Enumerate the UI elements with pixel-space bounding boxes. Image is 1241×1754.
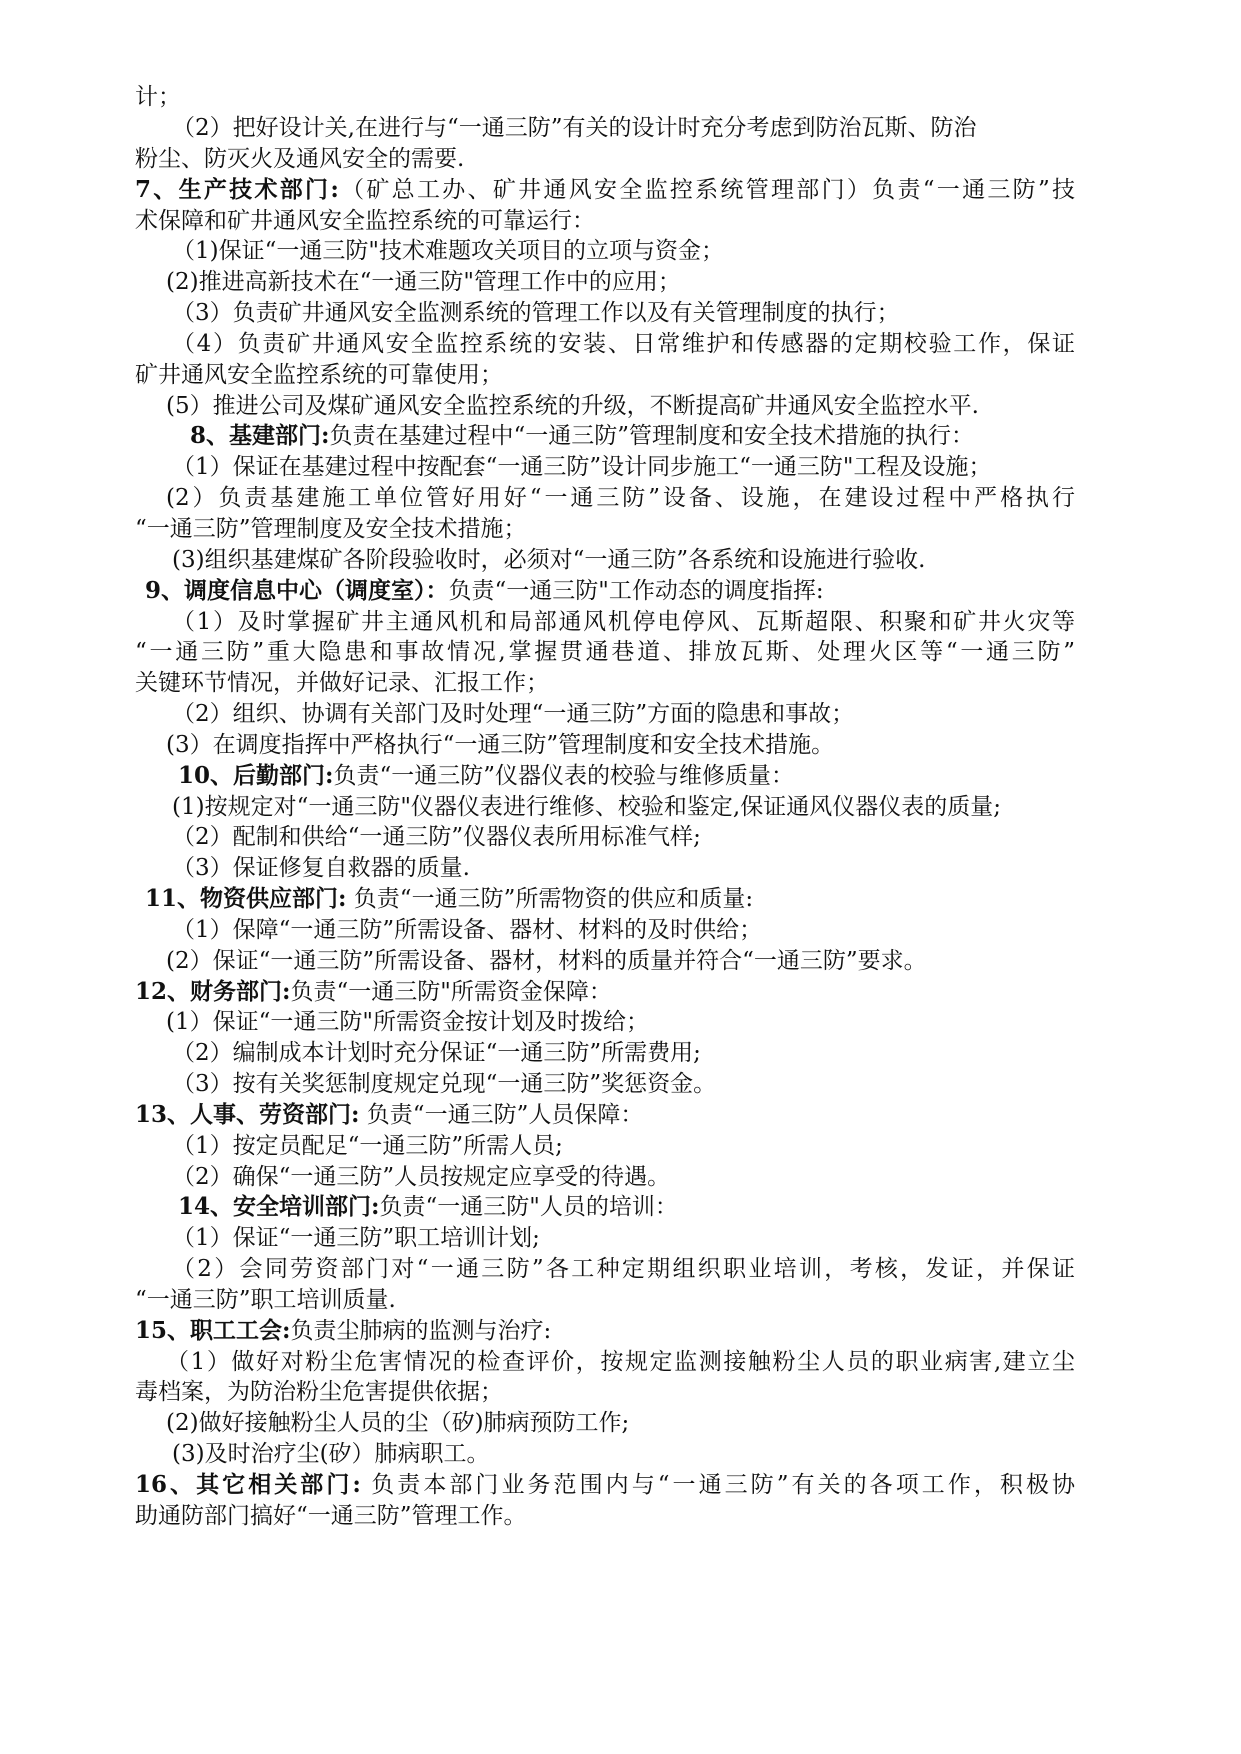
text-line: （1）做好对粉尘危害情况的检查评价，按规定监测接触粉尘人员的职业病害,建立尘 <box>166 1349 1075 1375</box>
section-heading-line: 12、财务部门:负责“一通三防"所需资金保障： <box>135 978 612 1005</box>
section-heading: 9、调度信息中心（调度室）： <box>145 577 449 604</box>
section-heading: 8、基建部门: <box>190 422 330 449</box>
text-line: 术保障和矿井通风安全监控系统的可靠运行： <box>135 208 595 234</box>
text-line: (2）保证“一通三防”所需设备、器材，材料的质量并符合“一通三防”要求。 <box>166 948 927 974</box>
text-line: (3)及时治疗尘(矽）肺病职工。 <box>172 1441 490 1467</box>
text-line: (3)组织基建煤矿各阶段验收时，必须对“一通三防”各系统和设施进行验收. <box>172 547 926 573</box>
section-heading-line: 10、后勤部门:负责“一通三防”仪器仪表的校验与维修质量： <box>178 762 795 789</box>
text-line: （1）及时掌握矿井主通风机和局部通风机停电停风、瓦斯超限、积聚和矿井火灾等 <box>172 609 1075 635</box>
text-line: 矿井通风安全监控系统的可靠使用； <box>135 362 503 388</box>
text-line: （1)保证“一通三防"技术难题攻关项目的立项与资金； <box>172 238 724 264</box>
text-line: （1）保证“一通三防”职工培训计划; <box>172 1225 540 1251</box>
text-line: “一通三防”重大隐患和事故情况,掌握贯通巷道、排放瓦斯、处理火区等“一通三防” <box>135 639 1075 665</box>
section-heading: 14、安全培训部门: <box>178 1193 380 1220</box>
text-line: 计； <box>135 84 181 110</box>
text-line: （1）保障“一通三防”所需设备、器材、材料的及时供给； <box>172 917 763 943</box>
section-heading-line: 16、其它相关部门: 负责本部门业务范围内与“一通三防”有关的各项工作，积极协 <box>135 1471 1076 1498</box>
text-line: 关键环节情况，并做好记录、汇报工作； <box>135 670 549 696</box>
section-heading-line: 14、安全培训部门:负责“一通三防"人员的培训： <box>178 1193 678 1220</box>
section-heading: 7、生产技术部门: <box>135 176 339 203</box>
section-heading-line: 8、基建部门:负责在基建过程中“一通三防”管理制度和安全技术措施的执行： <box>190 422 975 449</box>
text-line: “一通三防”职工培训质量. <box>135 1287 396 1313</box>
text-line: (1）保证“一通三防"所需资金按计划及时拨给； <box>166 1009 649 1035</box>
text-line: （2）确保“一通三防”人员按规定应享受的待遇。 <box>172 1164 671 1190</box>
text-line: （2）组织、协调有关部门及时处理“一通三防”方面的隐患和事故； <box>172 701 855 727</box>
section-heading: 15、职工工会: <box>135 1317 291 1344</box>
section-heading-line: 9、调度信息中心（调度室）：负责“一通三防"工作动态的调度指挥: <box>145 577 824 604</box>
text-line: （4）负责矿井通风安全监控系统的安装、日常维护和传感器的定期校验工作，保证 <box>172 331 1075 357</box>
text-line: 粉尘、防灭火及通风安全的需要. <box>135 146 465 172</box>
text-line: （2）编制成本计划时充分保证“一通三防”所需费用; <box>172 1040 701 1066</box>
section-heading: 13、人事、劳资部门: <box>135 1101 360 1128</box>
text-line: （3）保证修复自救器的质量. <box>172 855 470 881</box>
text-line: （2）配制和供给“一通三防”仪器仪表所用标准气样; <box>172 824 701 850</box>
section-heading: 11、物资供应部门: <box>145 885 347 912</box>
text-line: （3）按有关奖惩制度规定兑现“一通三防”奖惩资金。 <box>172 1071 717 1097</box>
text-line: (1)按规定对“一通三防"仪器仪表进行维修、校验和鉴定,保证通风仪器仪表的质量; <box>172 794 1001 820</box>
text-line: (2)推进高新技术在“一通三防"管理工作中的应用； <box>166 269 681 295</box>
text-line: (3）在调度指挥中严格执行“一通三防”管理制度和安全技术措施。 <box>166 732 835 758</box>
text-line: （1）保证在基建过程中按配套“一通三防”设计同步施工“一通三防"工程及设施； <box>172 454 992 480</box>
section-heading: 16、其它相关部门: <box>135 1471 361 1498</box>
text-line: （3）负责矿井通风安全监测系统的管理工作以及有关管理制度的执行； <box>172 300 900 326</box>
section-heading-line: 15、职工工会:负责尘肺病的监测与治疗: <box>135 1317 552 1344</box>
text-line: (2）负责基建施工单位管好用好“一通三防”设备、设施，在建设过程中严格执行 <box>166 485 1075 511</box>
text-line: (2)做好接触粉尘人员的尘（矽)肺病预防工作; <box>166 1410 630 1436</box>
text-line: (5）推进公司及煤矿通风安全监控系统的升级，不断提高矿井通风安全监控水平. <box>166 393 979 419</box>
text-line: （2）把好设计关,在进行与“一通三防”有关的设计时充分考虑到防治瓦斯、防治 <box>172 115 977 141</box>
text-line: 助通防部门搞好“一通三防”管理工作。 <box>135 1503 527 1529</box>
section-heading-line: 7、生产技术部门:（矿总工办、矿井通风安全监控系统管理部门）负责“一通三防”技 <box>135 176 1075 203</box>
text-line: （2）会同劳资部门对“一通三防”各工种定期组织职业培训，考核，发证，并保证 <box>172 1256 1075 1282</box>
text-line: 毒档案，为防治粉尘危害提供依据； <box>135 1379 503 1405</box>
text-line: “一通三防”管理制度及安全技术措施； <box>135 516 527 542</box>
section-heading: 10、后勤部门: <box>178 762 334 789</box>
section-heading: 12、财务部门: <box>135 978 291 1005</box>
section-heading-line: 13、人事、劳资部门: 负责“一通三防”人员保障： <box>135 1101 644 1128</box>
text-line: （1）按定员配足“一通三防”所需人员; <box>172 1133 563 1159</box>
section-heading-line: 11、物资供应部门: 负责“一通三防”所需物资的供应和质量: <box>145 885 754 912</box>
